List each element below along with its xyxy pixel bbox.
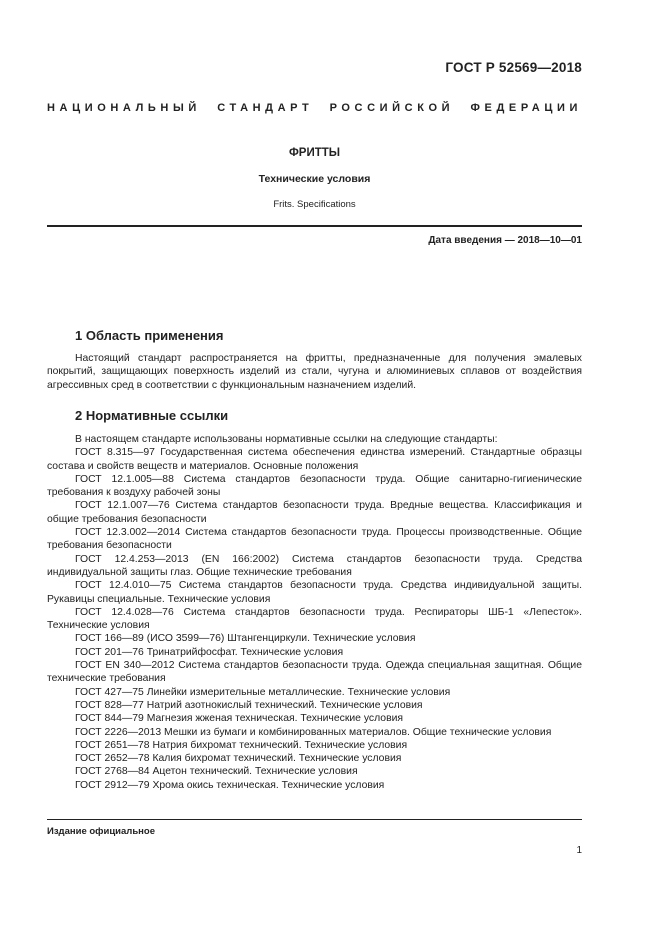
section-scope-body (47, 352, 582, 392)
english-title: Frits. Specifications (273, 199, 356, 210)
standard-code: ГОСТ Р 52569—2018 (445, 60, 582, 75)
section-heading-normative-references: 2 Нормативные ссылки (75, 408, 229, 423)
paragraph: В настоящем стандарте использованы нормативные ссылки на следующие стандарты: (75, 434, 498, 445)
reference-item: ГОСТ 166—89 (ИСО 3599—76) Штангенциркули. Технические условия (75, 633, 416, 645)
reference-item: ГОСТ 427—75 Линейки измерительные металлические. Технические условия (75, 686, 451, 698)
official-edition-label: Издание официальное (47, 826, 155, 837)
reference-item: ГОСТ 201—76 Тринатрийфосфат. Технические условия (75, 646, 344, 658)
reference-item: ГОСТ 8.315—97 Государственная система обеспечения единства измерений. Стандартные образцы состава и свойств веществ и материалов. Основные положения (47, 447, 582, 472)
reference-item: ГОСТ 844—79 Магнезия жженая техническая. Технические условия (75, 713, 404, 725)
document-title: ФРИТТЫ (288, 147, 341, 159)
reference-item: ГОСТ 12.4.253—2013 (EN 166:2002) Система стандартов безопасности труда. Средства индивидуальной защиты глаз. Общие технические требования (47, 553, 582, 578)
reference-item: ГОСТ 12.1.007—76 Система стандартов безопасности труда. Вредные вещества. Классификация и общие требования безопасности (47, 500, 582, 525)
reference-item: ГОСТ 2652—78 Калия бихромат технический. Технические условия (75, 753, 402, 765)
reference-item: ГОСТ 12.4.028—76 Система стандартов безопасности труда. Респираторы ШБ-1 «Лепесток». Технические условия (47, 606, 582, 632)
reference-item: ГОСТ 12.1.005—88 Система стандартов безопасности труда. Общие санитарно-гигиенические требования к воздуху рабочей зоны (47, 473, 582, 499)
title-divider (47, 225, 582, 227)
reference-item: ГОСТ 12.3.002—2014 Система стандартов безопасности труда. Процессы производственные. Общие требования безопасности (47, 527, 582, 552)
reference-item: ГОСТ 2912—79 Хрома окись техническая. Технические условия (75, 779, 385, 791)
reference-item: ГОСТ 2226—2013 Мешки из бумаги и комбинированных материалов. Общие технические условия (75, 726, 552, 738)
reference-item: ГОСТ EN 340—2012 Система стандартов безопасности труда. Одежда специальная защитная. Общие технические требования (47, 660, 582, 685)
reference-item: ГОСТ 2768—84 Ацетон технический. Технические условия (75, 766, 358, 778)
normative-references-list (47, 433, 582, 792)
reference-item: ГОСТ 12.4.010—75 Система стандартов безопасности труда. Средства индивидуальной защиты. Рукавицы специальные. Технические условия (47, 580, 582, 605)
footer-divider (47, 819, 582, 820)
document-subtitle: Технические условия (258, 173, 371, 185)
page-number: 1 (576, 845, 582, 856)
paragraph: Настоящий стандарт распространяется на фритты, предназначенные для получения эмалевых покрытий, защищающих поверхность изделий из стали, чугуна и алюминиевых сплавов от воздействия агрессивных сред в соответствии с функциональным назначением изделий. (47, 353, 582, 391)
introduction-date: Дата введения — 2018—10—01 (428, 235, 582, 246)
national-standard-banner: НАЦИОНАЛЬНЫЙ СТАНДАРТ РОССИЙСКОЙ ФЕДЕРАЦИИ (47, 102, 582, 114)
reference-item: ГОСТ 2651—78 Натрия бихромат технический. Технические условия (75, 739, 408, 751)
reference-item: ГОСТ 828—77 Натрий азотнокислый технический. Технические условия (75, 699, 423, 711)
section-heading-scope: 1 Область применения (75, 328, 224, 343)
